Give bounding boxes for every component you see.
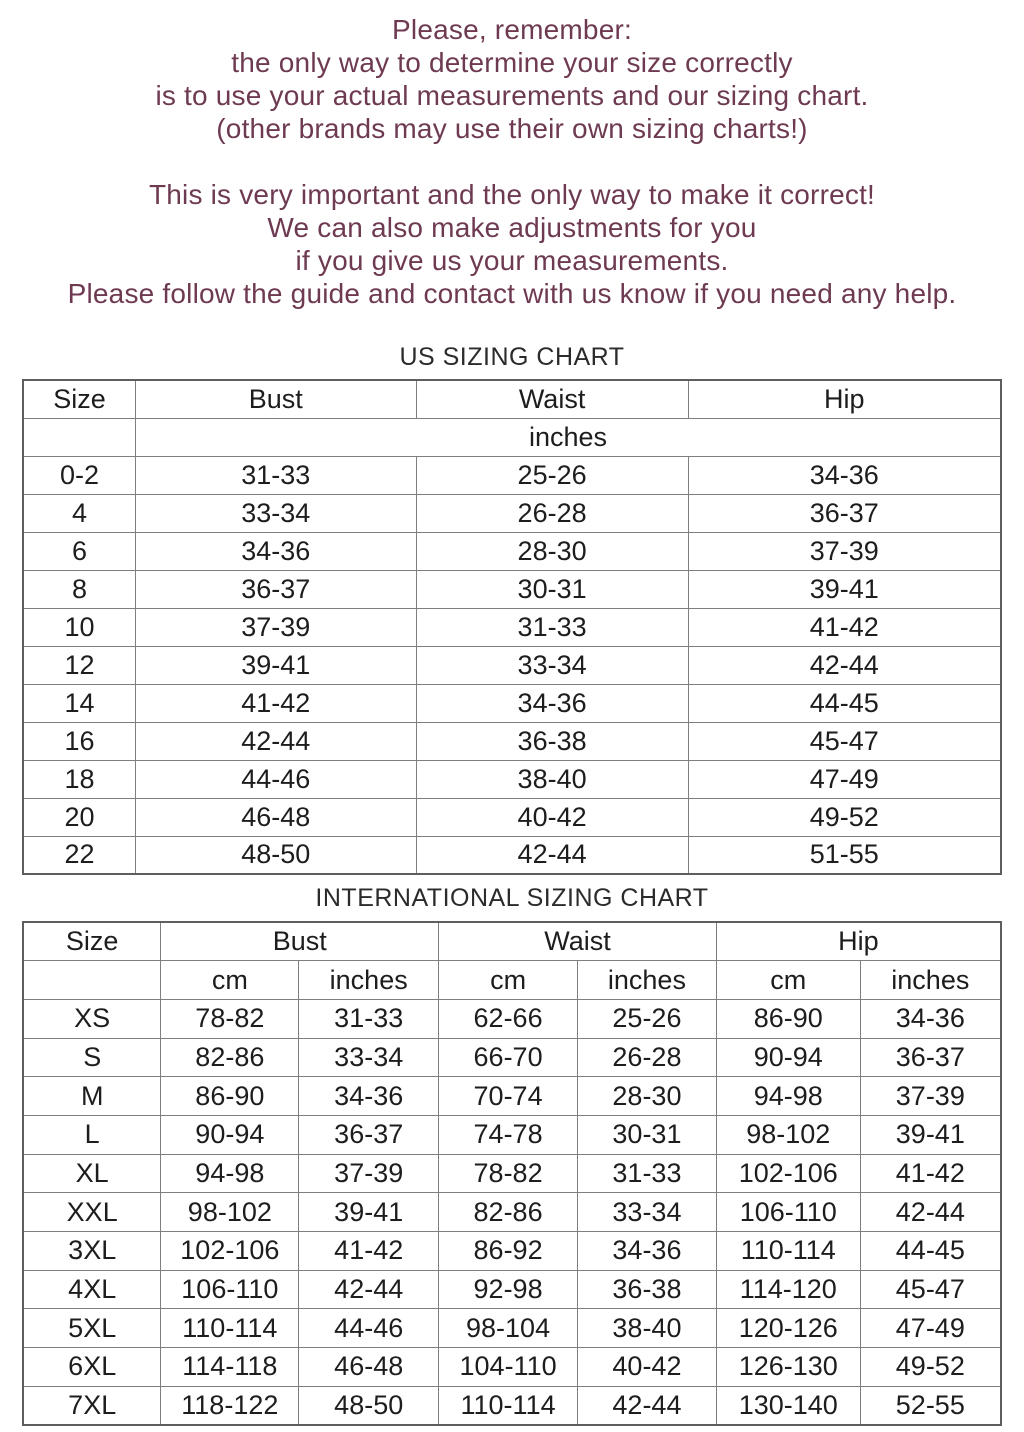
table-cell: 36-37 [299,1115,439,1154]
table-cell: 42-44 [299,1270,439,1309]
table-cell: 46-48 [135,798,416,836]
us-sizing-table [22,379,1002,875]
table-cell: 48-50 [299,1386,439,1425]
table-cell: 42-44 [860,1193,1001,1232]
unit-cell-inches: inches [578,961,717,1000]
table-cell: 44-46 [135,760,416,798]
table-cell: 33-34 [416,646,688,684]
table-cell: 37-39 [860,1077,1001,1116]
table-cell: 42-44 [578,1386,717,1425]
table-row [23,1077,1001,1116]
unit-cell-inches: inches [135,418,1001,456]
table-row [23,608,1001,646]
table-cell: 31-33 [299,999,439,1038]
table-cell: 78-82 [161,999,299,1038]
intro-text-block [0,0,1024,310]
table-cell: 106-110 [161,1270,299,1309]
intl-header-row [23,922,1001,961]
table-cell: 102-106 [716,1154,860,1193]
col-header-bust: Bust [135,380,416,418]
table-cell: 33-34 [299,1038,439,1077]
intro-line: (other brands may use their own sizing charts!) [216,113,808,144]
table-cell: 62-66 [439,999,578,1038]
table-cell: 82-86 [161,1038,299,1077]
table-cell: 6 [23,532,135,570]
table-cell: 36-37 [860,1038,1001,1077]
table-cell: 52-55 [860,1386,1001,1425]
col-header-size: Size [23,922,161,961]
table-cell: L [23,1115,161,1154]
table-cell: 126-130 [716,1348,860,1387]
table-row [23,1038,1001,1077]
table-cell: 33-34 [578,1193,717,1232]
us-unit-row [23,418,1001,456]
table-row [23,1115,1001,1154]
intro-line: Please, remember: [392,14,632,45]
table-cell: 49-52 [860,1348,1001,1387]
table-cell: 6XL [23,1348,161,1387]
table-cell: 25-26 [416,456,688,494]
table-cell: 42-44 [416,836,688,874]
table-cell: 34-36 [299,1077,439,1116]
table-cell: 4XL [23,1270,161,1309]
table-cell: 47-49 [860,1309,1001,1348]
us-chart-title: US SIZING CHART [399,343,625,371]
table-cell: 41-42 [135,684,416,722]
table-cell: 39-41 [688,570,1001,608]
table-cell: 16 [23,722,135,760]
table-cell: 102-106 [161,1232,299,1271]
table-cell: 86-92 [439,1232,578,1271]
table-cell: 34-36 [688,456,1001,494]
table-cell: 47-49 [688,760,1001,798]
table-cell: 0-2 [23,456,135,494]
table-cell: 26-28 [416,494,688,532]
table-cell: 114-120 [716,1270,860,1309]
table-cell: 36-37 [135,570,416,608]
table-cell: 110-114 [161,1309,299,1348]
table-row [23,722,1001,760]
intro-line: This is very important and the only way to make it correct! [148,179,876,210]
table-cell: 41-42 [299,1232,439,1271]
table-cell: 20 [23,798,135,836]
empty-cell [23,418,135,456]
table-cell: 114-118 [161,1348,299,1387]
table-cell: 30-31 [416,570,688,608]
table-cell: 26-28 [578,1038,717,1077]
table-row [23,646,1001,684]
col-header-hip: Hip [716,922,1001,961]
intro-line: if you give us your measurements. [295,245,729,276]
table-cell: 33-34 [135,494,416,532]
table-row [23,1270,1001,1309]
table-cell: 98-102 [716,1115,860,1154]
intro-line: is to use your actual measurements and our sizing chart. [155,80,869,111]
table-cell: 120-126 [716,1309,860,1348]
table-cell: 40-42 [416,798,688,836]
col-header-size: Size [23,380,135,418]
table-cell: 82-86 [439,1193,578,1232]
table-cell: 74-78 [439,1115,578,1154]
intl-sizing-table [22,921,1002,1426]
table-row [23,798,1001,836]
intl-table-body [23,999,1001,1425]
table-cell: 42-44 [135,722,416,760]
table-cell: 46-48 [299,1348,439,1387]
us-header-row [23,380,1001,418]
table-cell: 18 [23,760,135,798]
table-cell: 44-45 [860,1232,1001,1271]
table-row [23,1309,1001,1348]
table-cell: 48-50 [135,836,416,874]
table-cell: 4 [23,494,135,532]
table-row [23,760,1001,798]
table-cell: XXL [23,1193,161,1232]
intro-paragraph-1 [0,13,1024,145]
table-cell: 34-36 [135,532,416,570]
table-row [23,570,1001,608]
table-cell: 70-74 [439,1077,578,1116]
table-cell: 10 [23,608,135,646]
table-row [23,1348,1001,1387]
table-cell: 51-55 [688,836,1001,874]
table-cell: 41-42 [860,1154,1001,1193]
table-cell: 25-26 [578,999,717,1038]
table-row [23,1193,1001,1232]
table-cell: 37-39 [135,608,416,646]
table-cell: 130-140 [716,1386,860,1425]
table-row [23,1154,1001,1193]
table-cell: 31-33 [135,456,416,494]
table-cell: 44-45 [688,684,1001,722]
intro-line: Please follow the guide and contact with us know if you need any help. [67,278,957,309]
table-cell: 45-47 [860,1270,1001,1309]
table-cell: 22 [23,836,135,874]
table-cell: 8 [23,570,135,608]
us-table-body [23,456,1001,874]
table-cell: 106-110 [716,1193,860,1232]
table-cell: 110-114 [716,1232,860,1271]
table-cell: 66-70 [439,1038,578,1077]
table-cell: 36-38 [416,722,688,760]
col-header-waist: Waist [439,922,717,961]
table-row [23,1386,1001,1425]
table-cell: 104-110 [439,1348,578,1387]
table-cell: 34-36 [416,684,688,722]
table-cell: 98-104 [439,1309,578,1348]
table-cell: 110-114 [439,1386,578,1425]
unit-cell-cm: cm [161,961,299,1000]
unit-cell-inches: inches [299,961,439,1000]
table-cell: 118-122 [161,1386,299,1425]
table-cell: 41-42 [688,608,1001,646]
table-cell: 34-36 [578,1232,717,1271]
unit-cell-cm: cm [716,961,860,1000]
table-cell: 34-36 [860,999,1001,1038]
table-cell: 28-30 [578,1077,717,1116]
intro-paragraph-2 [0,178,1024,310]
table-cell: 38-40 [416,760,688,798]
table-row [23,532,1001,570]
table-cell: 94-98 [161,1154,299,1193]
table-cell: 31-33 [416,608,688,646]
table-cell: 39-41 [860,1115,1001,1154]
table-cell: 94-98 [716,1077,860,1116]
table-cell: M [23,1077,161,1116]
empty-cell [23,961,161,1000]
col-header-bust: Bust [161,922,439,961]
table-cell: 42-44 [688,646,1001,684]
table-cell: 40-42 [578,1348,717,1387]
intl-unit-row [23,961,1001,1000]
table-row [23,684,1001,722]
col-header-waist: Waist [416,380,688,418]
table-cell: 30-31 [578,1115,717,1154]
table-row [23,456,1001,494]
table-cell: 7XL [23,1386,161,1425]
table-cell: 78-82 [439,1154,578,1193]
table-cell: 90-94 [716,1038,860,1077]
intro-line: We can also make adjustments for you [267,212,757,243]
table-cell: 28-30 [416,532,688,570]
table-cell: S [23,1038,161,1077]
unit-cell-cm: cm [439,961,578,1000]
table-cell: 5XL [23,1309,161,1348]
table-cell: 45-47 [688,722,1001,760]
table-cell: 37-39 [299,1154,439,1193]
table-cell: 98-102 [161,1193,299,1232]
table-cell: 3XL [23,1232,161,1271]
table-cell: 90-94 [161,1115,299,1154]
table-cell: 86-90 [161,1077,299,1116]
table-cell: 49-52 [688,798,1001,836]
table-cell: 36-37 [688,494,1001,532]
unit-cell-inches: inches [860,961,1001,1000]
table-cell: 37-39 [688,532,1001,570]
table-row [23,836,1001,874]
table-cell: XL [23,1154,161,1193]
col-header-hip: Hip [688,380,1001,418]
table-row [23,999,1001,1038]
intro-line: the only way to determine your size correctly [231,47,793,78]
table-cell: 92-98 [439,1270,578,1309]
table-cell: 86-90 [716,999,860,1038]
table-cell: 31-33 [578,1154,717,1193]
table-cell: 14 [23,684,135,722]
table-cell: XS [23,999,161,1038]
table-cell: 36-38 [578,1270,717,1309]
intl-chart-title: INTERNATIONAL SIZING CHART [315,884,709,912]
table-cell: 39-41 [135,646,416,684]
table-cell: 39-41 [299,1193,439,1232]
table-row [23,1232,1001,1271]
table-cell: 12 [23,646,135,684]
table-cell: 38-40 [578,1309,717,1348]
table-cell: 44-46 [299,1309,439,1348]
table-row [23,494,1001,532]
